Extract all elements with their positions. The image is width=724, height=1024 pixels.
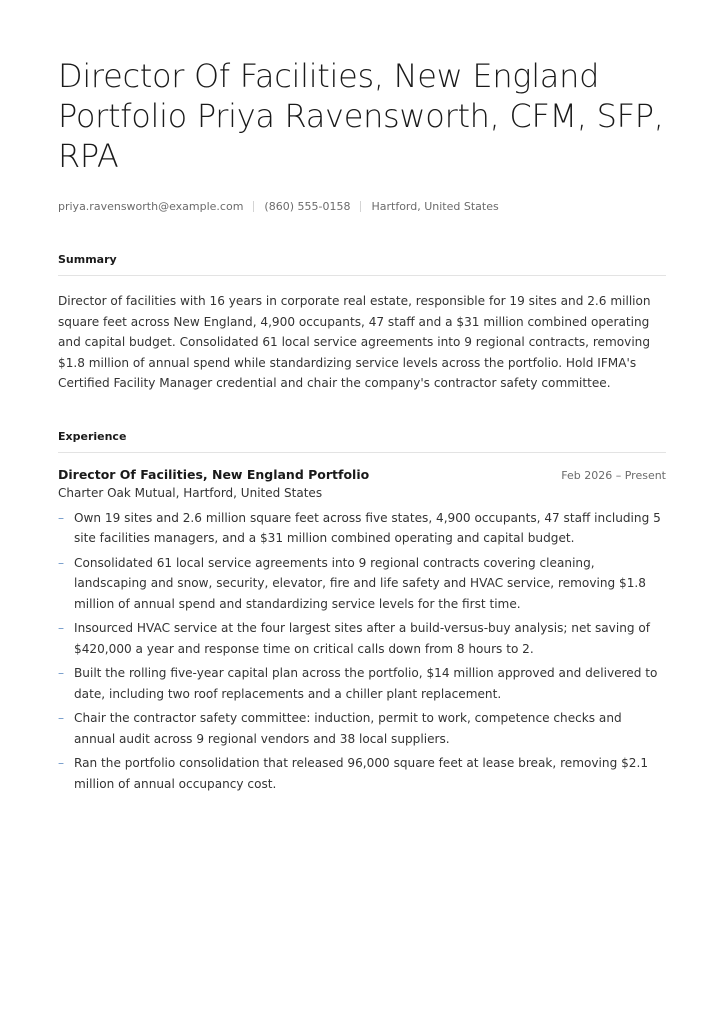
list-item bbox=[58, 708, 666, 749]
job-bullets bbox=[58, 508, 666, 795]
job-title: Director Of Facilities, New England Portfolio bbox=[58, 466, 370, 482]
section-title-experience: Experience bbox=[58, 430, 666, 453]
divider bbox=[360, 201, 361, 212]
list-item bbox=[58, 553, 666, 615]
bullet-text: Insourced HVAC service at the four largest sites after a build-versus-buy analysis; net saving of $420,000 a year and response time on critical calls down from 8 hours to 2. bbox=[74, 621, 651, 656]
bullet-dash-icon: – bbox=[58, 555, 65, 570]
email-link[interactable]: priya.ravensworth@example.com bbox=[58, 200, 244, 213]
bullet-text: Own 19 sites and 2.6 million square feet across five states, 4,900 occupants, 47 staff including 5 site facilities managers, and a $31 million combined operating and capital budget. bbox=[74, 510, 661, 545]
bullet-dash-icon: – bbox=[58, 666, 65, 680]
bullet-dash-icon: – bbox=[58, 510, 65, 525]
phone-number: (860) 555-0158 bbox=[264, 200, 351, 213]
divider bbox=[253, 201, 254, 212]
list-item bbox=[58, 508, 666, 549]
summary-text: Director of facilities with 16 years in corporate real estate, responsible for 19 sites and 2.6 million square feet across New England, 4,900 occupants, 47 staff and a $31 million combined operating and capital budget. Consolidated 61 local service agreements into 9 regional contracts, removing $1.8 million of annual spend while standardizing service levels across the portfolio. Hold IFMA's Certified Facility Manager credential and chair the company's contractor safety committee. bbox=[58, 294, 651, 390]
page-title: Director Of Facilities, New England Portfolio Priya Ravensworth, CFM, SFP, RPA bbox=[58, 57, 664, 175]
contact-line bbox=[58, 200, 666, 213]
bullet-dash-icon: – bbox=[58, 756, 65, 770]
bullet-dash-icon: – bbox=[58, 711, 65, 725]
list-item bbox=[58, 618, 666, 659]
section-title-summary: Summary bbox=[58, 253, 666, 276]
job-header bbox=[58, 467, 666, 482]
summary-section bbox=[58, 253, 666, 394]
list-item bbox=[58, 753, 666, 794]
job-company: Charter Oak Mutual, Hartford, United States bbox=[58, 485, 323, 500]
list-item bbox=[58, 663, 666, 704]
bullet-text: Built the rolling five-year capital plan across the portfolio, $14 million approved and delivered to date, including two roof replacements and a chiller plant replacement. bbox=[74, 666, 658, 701]
bullet-dash-icon: – bbox=[58, 621, 65, 635]
bullet-text: Consolidated 61 local service agreements into 9 regional contracts covering cleaning, landscaping and snow, security, elevator, fire and life safety and HVAC service, removing $1.8 million of annual spend and standardizing service levels for the first time. bbox=[74, 555, 646, 611]
job-dates: Feb 2026 – Present bbox=[561, 468, 666, 482]
experience-section bbox=[58, 430, 666, 795]
bullet-text: Chair the contractor safety committee: induction, permit to work, competence checks and annual audit across 9 regional vendors and 38 local suppliers. bbox=[74, 711, 622, 746]
location: Hartford, United States bbox=[371, 200, 499, 213]
bullet-text: Ran the portfolio consolidation that released 96,000 square feet at lease break, removing $2.1 million of annual occupancy cost. bbox=[74, 756, 649, 791]
